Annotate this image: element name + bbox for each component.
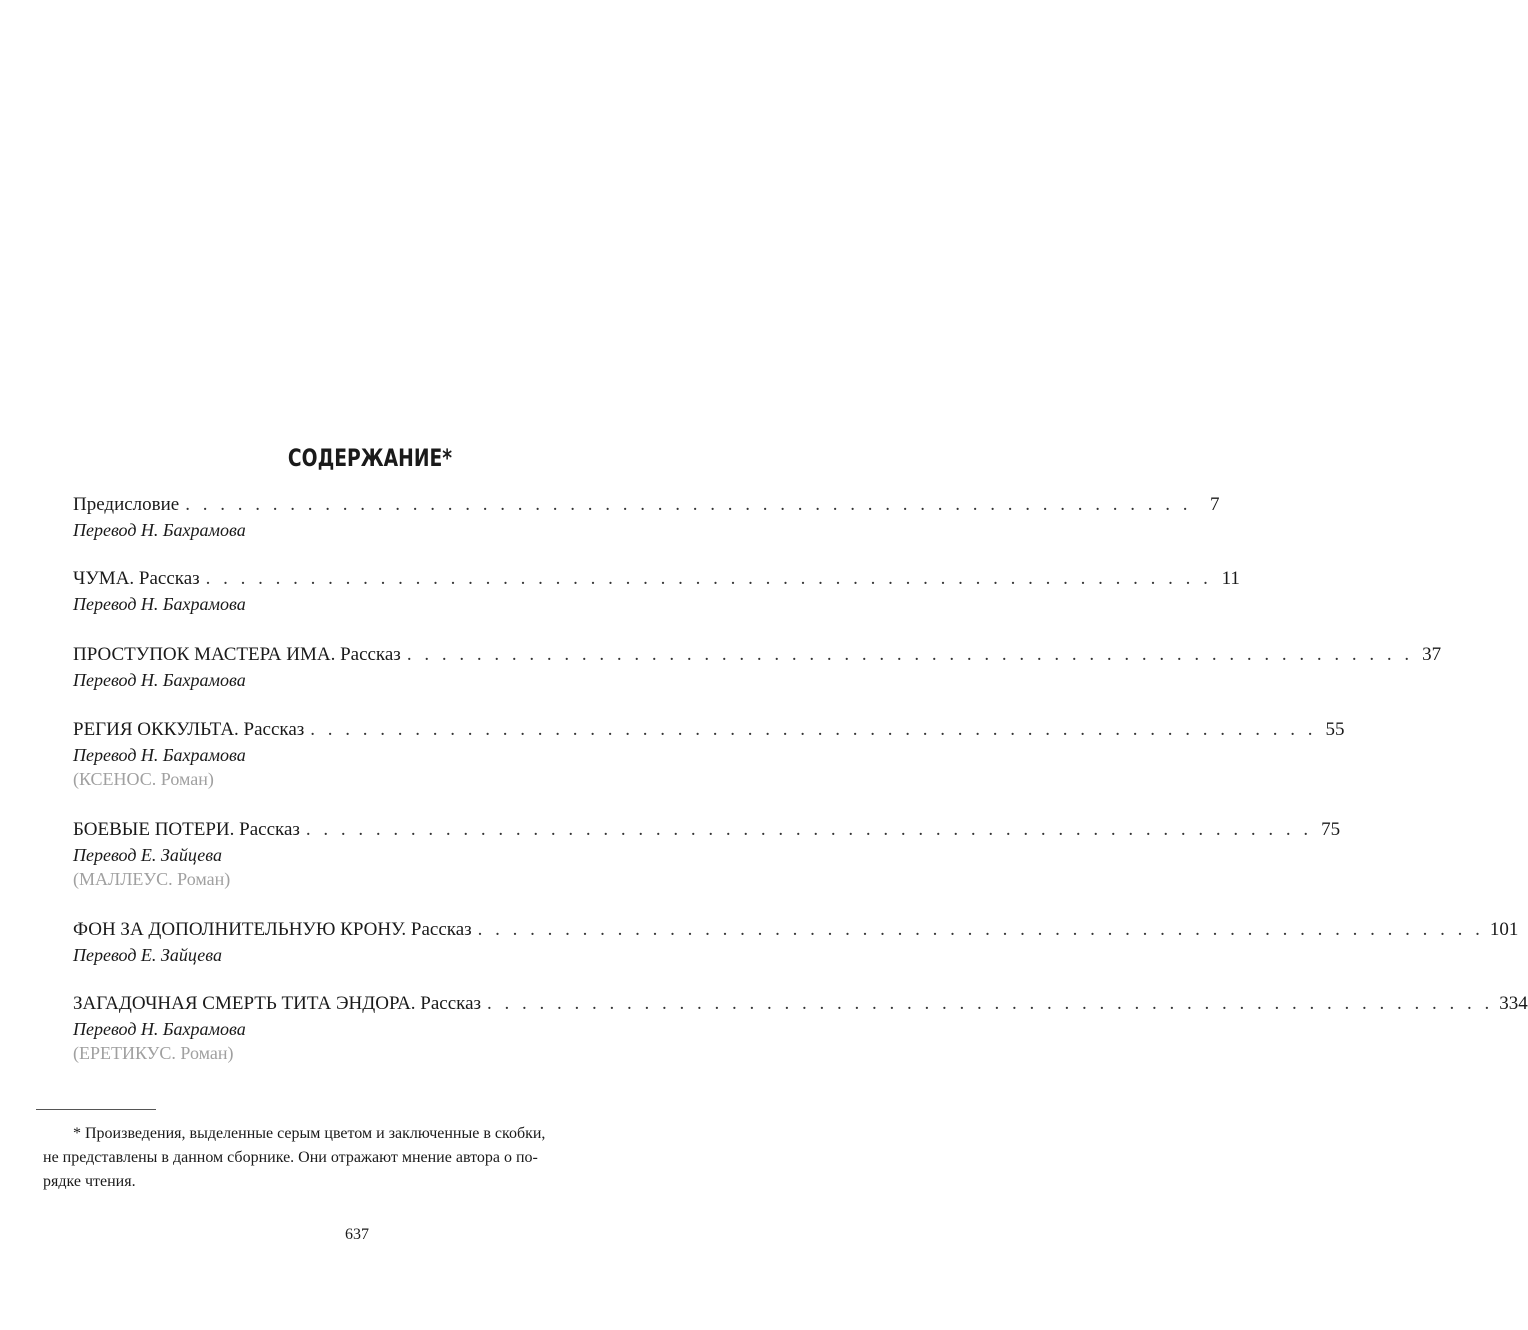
dot-leader: . . . . . . . . . . . . . . . . . . . . . . . . . . . . . . . . . . . . . . . . . . . . . . . . . . . . . . . . . . bbox=[305, 819, 1313, 840]
toc-entry-line bbox=[73, 717, 1345, 743]
toc-entry-page: 37 bbox=[1422, 644, 1442, 665]
toc-entry-title: БОЕВЫЕ ПОТЕРИ. Рассказ bbox=[73, 819, 300, 840]
toc-entry-title: РЕГИЯ ОККУЛЬТА. Рассказ bbox=[73, 719, 305, 740]
toc-entry-translator: Перевод Н. Бахрамова bbox=[73, 520, 246, 540]
toc-entry-page: 334 bbox=[1499, 993, 1528, 1014]
toc-entry-master-im bbox=[73, 642, 1442, 717]
toc-entry-translator: Перевод Е. Зайцева bbox=[73, 945, 222, 965]
toc-entry-line bbox=[73, 991, 1528, 1017]
table-of-contents bbox=[73, 492, 1528, 1067]
toc-entry-regia-occulta bbox=[73, 717, 1345, 817]
dot-leader: . . . . . . . . . . . . . . . . . . . . . . . . . . . . . . . . . . . . . . . . . . . . . . . . . . . . . . . . . . bbox=[185, 494, 1192, 515]
footnote-divider bbox=[36, 1109, 156, 1110]
toc-entry-title: ЗАГАДОЧНАЯ СМЕРТЬ ТИТА ЭНДОРА. Рассказ bbox=[73, 993, 482, 1014]
toc-entry-related-novel: (КСЕНОС. Роман) bbox=[73, 769, 214, 789]
toc-entry-translator: Перевод Н. Бахрамова bbox=[73, 594, 246, 614]
toc-entry-title: ЧУМА. Рассказ bbox=[73, 568, 200, 589]
page-title: СОДЕРЖАНИЕ* bbox=[287, 444, 453, 472]
toc-entry-title: Предисловие bbox=[73, 494, 180, 515]
dot-leader: . . . . . . . . . . . . . . . . . . . . . . . . . . . . . . . . . . . . . . . . . . . . . . . . . . . . . . . . . . bbox=[477, 919, 1484, 940]
toc-entry-title: ФОН ЗА ДОПОЛНИТЕЛЬНУЮ КРОНУ. Рассказ bbox=[73, 919, 472, 940]
toc-entry-translator: Перевод Е. Зайцева bbox=[73, 845, 222, 865]
toc-entry-translator: Перевод Н. Бахрамова bbox=[73, 670, 246, 690]
dot-leader: . . . . . . . . . . . . . . . . . . . . . . . . . . . . . . . . . . . . . . . . . . . . . . . . . . . . . . . . . . bbox=[205, 568, 1212, 589]
footnote-line: не представлены в данном сборнике. Они отражают мнение автора о по- bbox=[43, 1149, 538, 1166]
toc-entry-preface bbox=[73, 492, 1220, 566]
toc-entry-line bbox=[73, 566, 1240, 592]
toc-entry-page: 101 bbox=[1489, 919, 1519, 940]
dot-leader: . . . . . . . . . . . . . . . . . . . . . . . . . . . . . . . . . . . . . . . . . . . . . . . . . . . . . . . . . . bbox=[310, 719, 1317, 740]
toc-entry-page: 7 bbox=[1209, 494, 1220, 515]
toc-entry-page: 55 bbox=[1325, 719, 1345, 740]
toc-entry-line bbox=[73, 642, 1442, 668]
toc-entry-translator: Перевод Н. Бахрамова bbox=[73, 745, 246, 765]
toc-entry-plague bbox=[73, 566, 1240, 642]
toc-entry-battle-losses bbox=[73, 817, 1341, 917]
footnote-line: * Произведения, выделенные серым цветом и заключенные в скобки, bbox=[73, 1125, 546, 1142]
toc-entry-line bbox=[73, 917, 1519, 943]
toc-entry-title: ПРОСТУПОК МАСТЕРА ИМА. Рассказ bbox=[73, 644, 401, 665]
toc-entry-related-novel: (ЕРЕТИКУС. Роман) bbox=[73, 1043, 234, 1063]
toc-entry-page: 11 bbox=[1221, 568, 1240, 589]
toc-entry-titus-endor bbox=[73, 991, 1528, 1067]
toc-entry-line bbox=[73, 817, 1341, 843]
footnote-line: рядке чтения. bbox=[43, 1173, 136, 1190]
dot-leader: . . . . . . . . . . . . . . . . . . . . . . . . . . . . . . . . . . . . . . . . . . . . . . . . . . . . . . . . . . bbox=[487, 993, 1494, 1014]
toc-entry-translator: Перевод Н. Бахрамова bbox=[73, 1019, 246, 1039]
dot-leader: . . . . . . . . . . . . . . . . . . . . . . . . . . . . . . . . . . . . . . . . . . . . . . . . . . . . . . . . . . bbox=[406, 644, 1414, 665]
toc-entry-line bbox=[73, 492, 1220, 518]
toc-entry-page: 75 bbox=[1321, 819, 1341, 840]
footnote bbox=[43, 1122, 693, 1194]
toc-entry-related-novel: (МАЛЛЕУС. Роман) bbox=[73, 869, 231, 889]
page-number: 637 bbox=[345, 1226, 369, 1243]
toc-entry-extra-crown bbox=[73, 917, 1519, 991]
